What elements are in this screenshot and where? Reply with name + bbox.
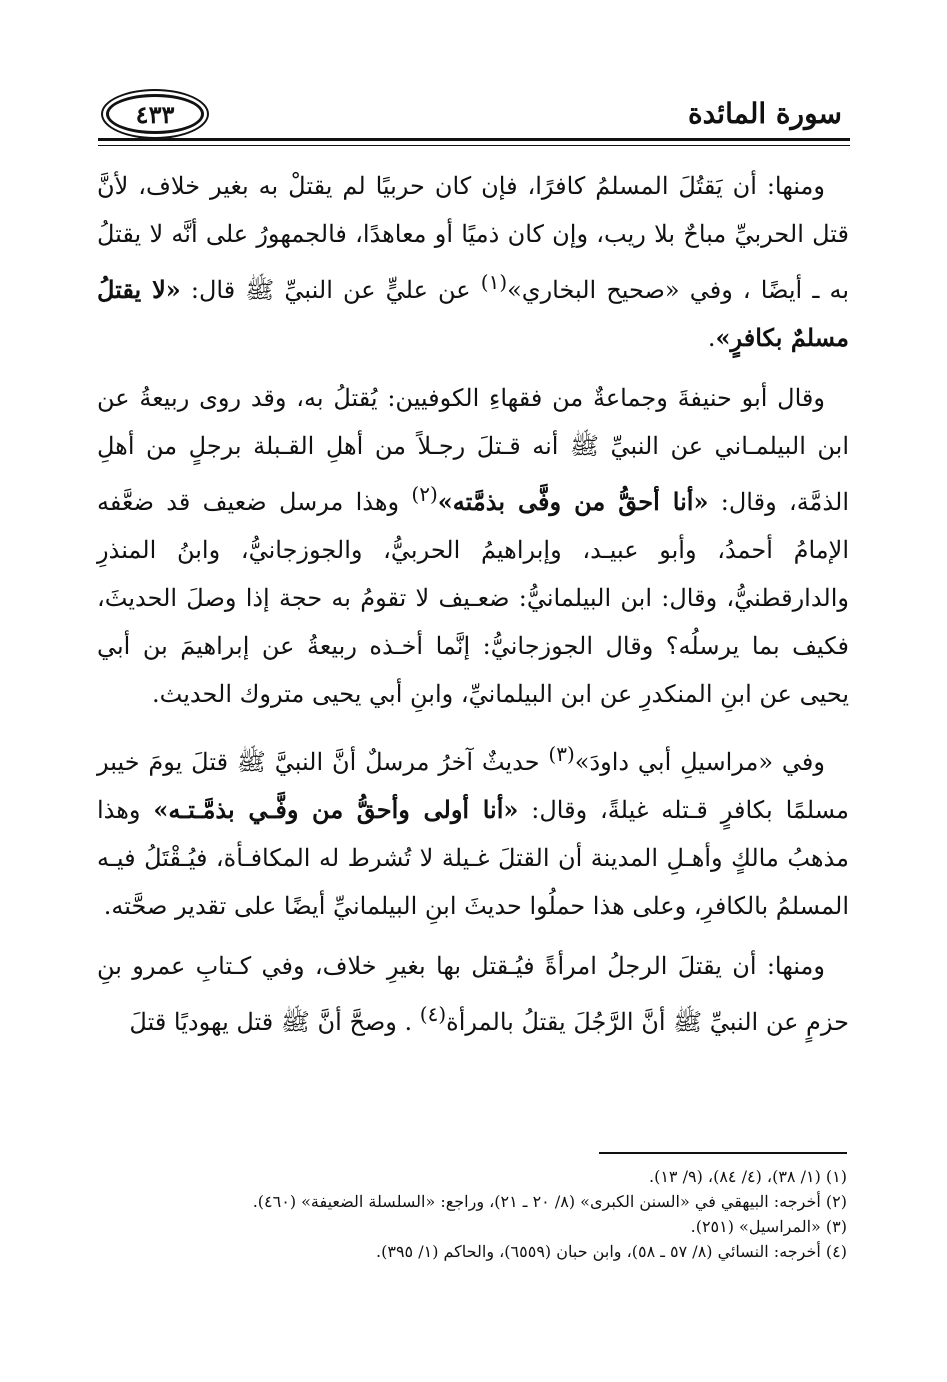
paragraph: ومنها: أن يقتلَ الرجلُ امرأةً فيُـقتل بها بغيرِ خلاف، وفي كـتابِ عمرو بنِ حزمٍ عن النبيِّ ﷺ أنَّ الرَّجُلَ يقتلُ بالمرأة$^{(٤)}$ . وصحَّ أنَّ ﷺ قتل يهوديًا قتلَ	[97, 952, 849, 1036]
page-number: ٤٣٣	[135, 99, 175, 129]
footnote-separator	[599, 1152, 847, 1154]
page-header	[98, 92, 848, 136]
footnote: (٢) أخرجه: البيهقي في «السنن الكبرى» (٨/ ٢٠ ـ ٢١)، وراجع: «السلسلة الضعيفة» (٤٦٠).	[252, 1192, 847, 1211]
hadith-quote: «أنا أحقُّ من وفَّى بذمَّته»	[437, 487, 709, 516]
footnote: (١) (١/ ٣٨)، (٤/ ٨٤)، (٩/ ١٣).	[648, 1167, 847, 1186]
page-number-badge	[106, 94, 204, 134]
footnote-ref: (٢)	[411, 482, 438, 506]
footnote-ref: (٣)	[548, 742, 575, 766]
hadith-quote: «أنا أولى وأحقُّ من وفَّـي بذمَّـتـه»	[153, 795, 519, 824]
footnote: (٣) «المراسيل» (٢٥١).	[690, 1217, 847, 1236]
footnote: (٤) أخرجه: النسائي (٨/ ٥٧ ـ ٥٨)، وابن حبان (٦٥٥٩)، والحاكم (١/ ٣٩٥).	[376, 1242, 847, 1261]
paragraph: وقال أبو حنيفةَ وجماعةٌ من فقهاءِ الكوفيين: يُقتلُ به، وقد روى ربيعةُ عن ابن البيلمـاني عن النبيِّ ﷺ أنه قـتلَ رجـلاً من أهلِ القـبلة برجلٍ من أهلِ الذمَّة، وقال: «أنا أحقُّ من وفَّى بذمَّته»$^{(٢)}$ وهذا مرسل ضعيف قد ضعَّفه الإمامُ أحمدُ، وأبو عبيـد، وإبراهيمُ الحربيُّ، والجوزجانيُّ، وابنُ المنذرِ والدارقطنيُّ، وقال: ابن البيلمانيُّ: ضعـيف لا تقومُ به حجة إذا وصلَ الحديثَ، فكيف بما يرسلُه؟ وقال الجوزجانيُّ: إنَّما أخـذه ربيعةُ عن إبراهيمَ بن أبي يحيى عن ابنِ المنكدرِ عن ابن البيلمانيِّ، وابنِ أبي يحيى متروك الحديث.	[97, 384, 849, 708]
footnote-ref: (٤)	[419, 1002, 447, 1026]
footnotes	[95, 1164, 847, 1264]
hadith-quote: «لا يقتلُ مسلمٌ بكافرٍ»	[97, 275, 849, 352]
header-rule	[98, 138, 850, 141]
header-rule-thin	[98, 145, 850, 146]
footnote-ref: (١)	[480, 270, 508, 294]
paragraph: ومنها: أن يَقتُلَ المسلمُ كافرًا، فإن كان حربيًا لم يقتلْ به بغير خلاف، لأنَّ قتل الحربيِّ مباحٌ بلا ريب، وإن كان ذميًا أو معاهدًا، فالجمهورُ على أنَّه لا يقتلُ به ـ أيضًا ، وفي «صحيح البخاري»$^{(١)}$ عن عليٍّ عن النبيِّ ﷺ قال: «لا يقتلُ مسلمٌ بكافرٍ».	[97, 172, 850, 352]
paragraph: وفي «مراسيلِ أبي داودَ»$^{(٣)}$ حديثٌ آخرُ مرسلٌ أنَّ النبيَّ ﷺ قتلَ يومَ خيبر مسلمًا بكافرٍ قـتله غيلةً، وقال: «أنا أولى وأحقُّ من وفَّـي بذمَّـتـه» وهذا مذهبُ مالكٍ وأهـلِ المدينة أن القتلَ غـيلة لا تُشرط له المكافـأة، فيُـقْتَلُ فيـه المسلمُ بالكافرِ، وعلى هذا حملُوا حديثَ ابنِ البيلمانيِّ أيضًا على تقدير صحَّته.	[97, 742, 850, 920]
main-text	[97, 162, 849, 1058]
page-title: سورة المائدة	[687, 97, 842, 130]
